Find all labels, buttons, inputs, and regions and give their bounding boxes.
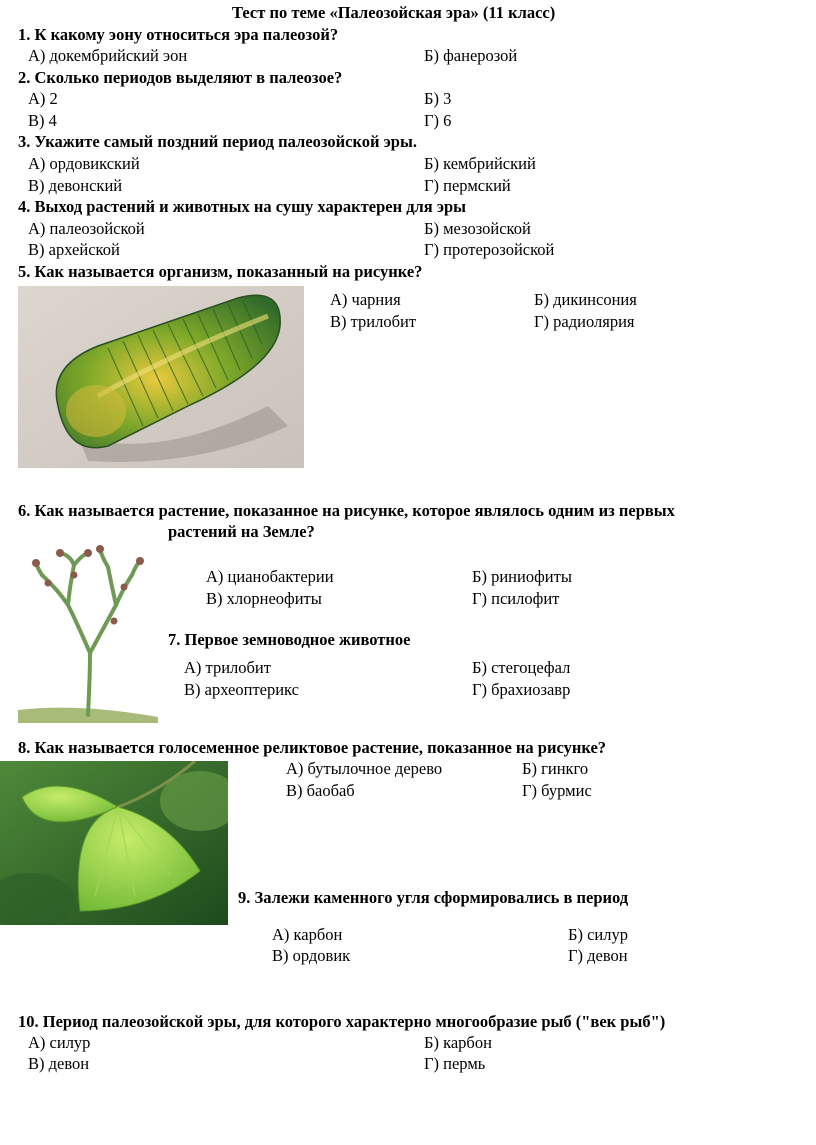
q2-option-c: В) 4 xyxy=(28,111,57,130)
q7-option-a: А) трилобит xyxy=(184,658,271,677)
q5-option-d: Г) радиолярия xyxy=(534,312,635,331)
question-7: 7. Первое земноводное животное xyxy=(168,630,411,649)
q9-option-d: Г) девон xyxy=(568,946,628,965)
question-2: 2. Сколько периодов выделяют в палеозое? xyxy=(18,68,343,87)
q6-option-a: А) цианобактерии xyxy=(206,567,334,586)
q4-option-d: Г) протерозойской xyxy=(424,240,555,259)
q7-option-c: В) археоптерикс xyxy=(184,680,299,699)
question-6-line-2: растений на Земле? xyxy=(168,522,315,541)
page-title: Тест по теме «Палеозойская эра» (11 класс) xyxy=(232,3,556,22)
q10-option-c: В) девон xyxy=(28,1054,90,1073)
q8-option-d: Г) бурмис xyxy=(522,781,592,800)
q7-option-b: Б) стегоцефал xyxy=(472,658,571,677)
q6-option-c: В) хлорнеофиты xyxy=(206,589,322,608)
q6-option-d: Г) псилофит xyxy=(472,589,560,608)
question-8: 8. Как называется голосеменное реликтовое растение, показанное на рисунке? xyxy=(18,738,607,757)
psilophyte-image xyxy=(18,545,158,723)
question-5: 5. Как называется организм, показанный на рисунке? xyxy=(18,262,423,281)
q3-option-b: Б) кембрийский xyxy=(424,154,536,173)
q1-option-b: Б) фанерозой xyxy=(424,46,518,65)
q8-option-b: Б) гинкго xyxy=(522,759,589,778)
q9-option-a: А) карбон xyxy=(272,925,343,944)
q7-option-d: Г) брахиозавр xyxy=(472,680,571,699)
q4-option-c: В) архейской xyxy=(28,240,120,259)
q8-option-c: В) баобаб xyxy=(286,781,355,800)
q8-option-a: А) бутылочное дерево xyxy=(286,759,443,778)
q1-option-a: А) докембрийский эон xyxy=(28,46,188,65)
trilobite-image xyxy=(18,286,304,468)
q9-option-c: В) ордовик xyxy=(272,946,351,965)
q5-option-b: Б) дикинсония xyxy=(534,290,637,309)
question-6-line-1: 6. Как называется растение, показанное на рисунке, которое являлось одним из первых xyxy=(18,501,675,520)
q3-option-c: В) девонский xyxy=(28,176,123,195)
ginkgo-image xyxy=(0,761,228,925)
q4-option-b: Б) мезозойской xyxy=(424,219,531,238)
q9-option-b: Б) силур xyxy=(568,925,628,944)
q10-option-a: А) силур xyxy=(28,1033,91,1052)
q10-option-d: Г) пермь xyxy=(424,1054,486,1073)
question-4: 4. Выход растений и животных на сушу характерен для эры xyxy=(18,197,467,216)
q5-option-a: А) чарния xyxy=(330,290,401,309)
question-10: 10. Период палеозойской эры, для которого характерно многообразие рыб ("век рыб") xyxy=(18,1012,666,1031)
q2-option-d: Г) 6 xyxy=(424,111,452,130)
question-1: 1. К какому эону относиться эра палеозой? xyxy=(18,25,339,44)
question-3: 3. Укажите самый поздний период палеозойской эры. xyxy=(18,132,417,151)
question-9: 9. Залежи каменного угля сформировались в период xyxy=(238,888,629,907)
q3-option-a: А) ордовикский xyxy=(28,154,140,173)
q2-option-b: Б) 3 xyxy=(424,89,452,108)
q6-option-b: Б) риниофиты xyxy=(472,567,572,586)
q2-option-a: А) 2 xyxy=(28,89,58,108)
q4-option-a: А) палеозойской xyxy=(28,219,145,238)
q10-option-b: Б) карбон xyxy=(424,1033,492,1052)
q3-option-d: Г) пермский xyxy=(424,176,511,195)
q5-option-c: В) трилобит xyxy=(330,312,417,331)
